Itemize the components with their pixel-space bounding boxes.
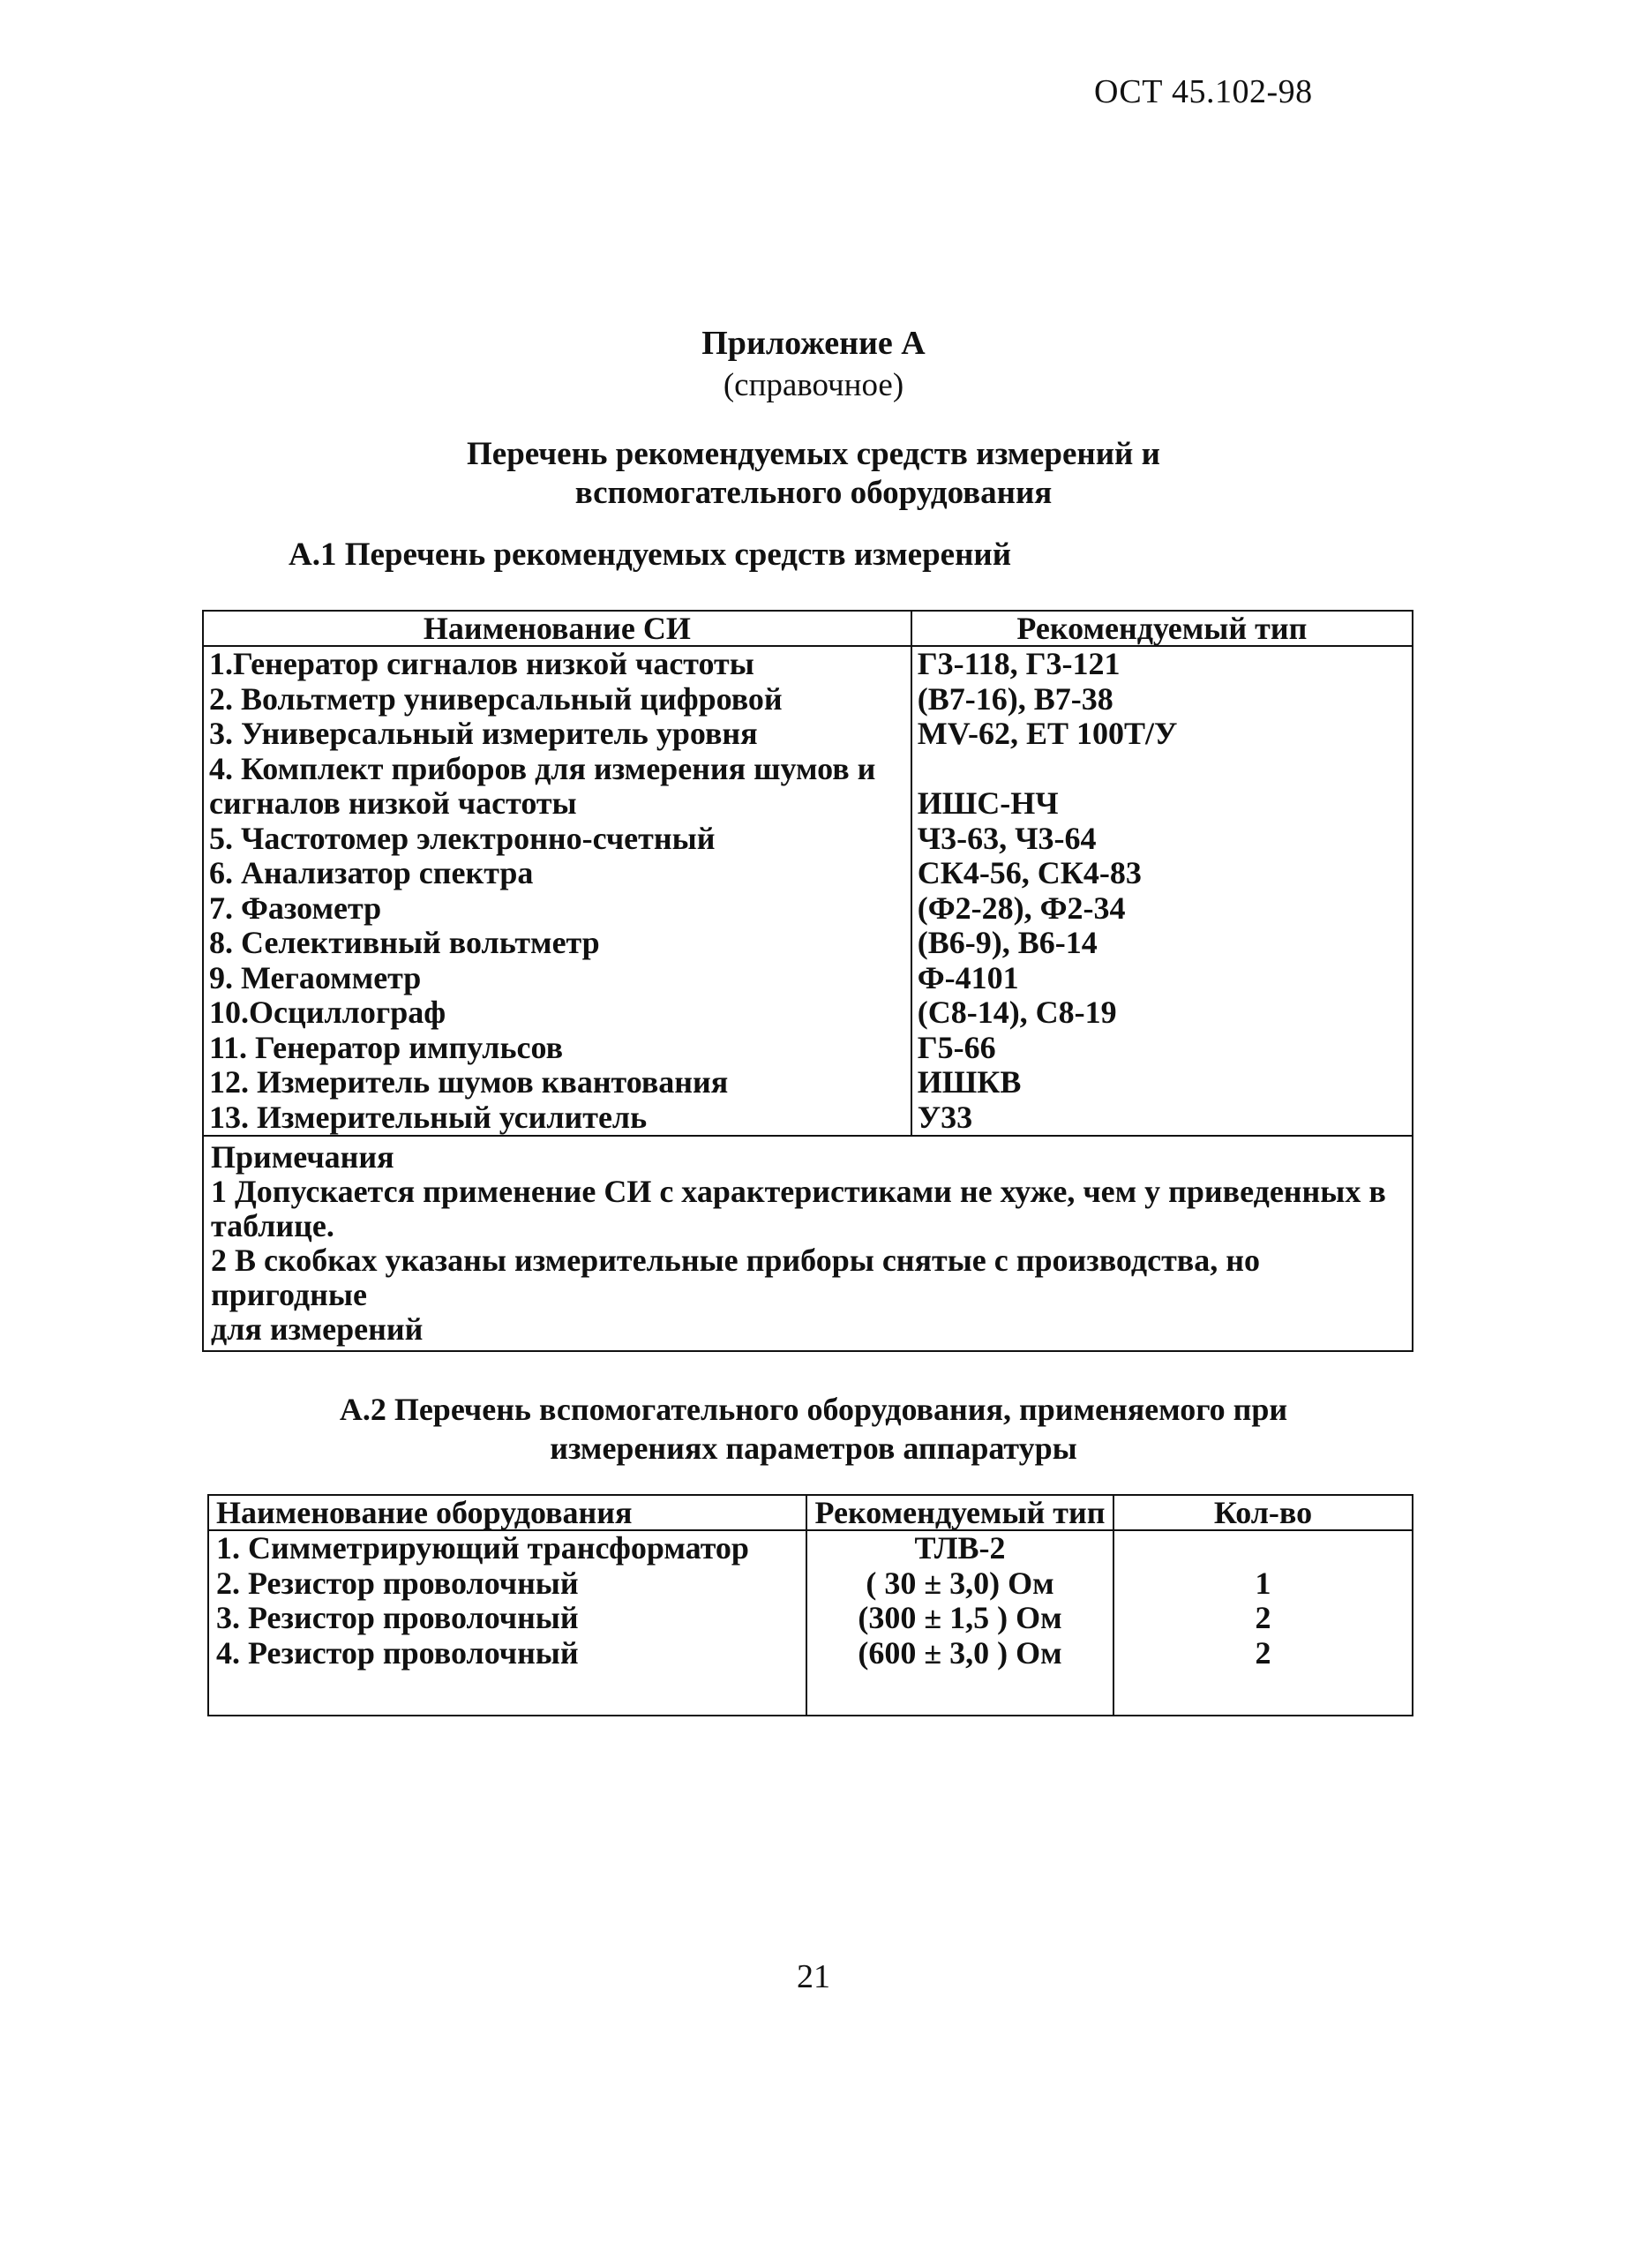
cell-type: (600 ± 3,0 ) Ом bbox=[806, 1636, 1113, 1671]
cell-name: 8. Селективный вольтметр bbox=[203, 926, 911, 961]
filler-cell bbox=[208, 1671, 806, 1716]
section2-title-line2: измерениях параметров аппаратуры bbox=[550, 1431, 1077, 1466]
main-title-line2: вспомогательного оборудования bbox=[574, 475, 1053, 511]
cell-name: 7. Фазометр bbox=[203, 891, 911, 927]
cell-type: (В6-9), В6-14 bbox=[911, 926, 1413, 961]
cell-name: 13. Измерительный усилитель bbox=[203, 1100, 911, 1137]
cell-name: 4. Резистор проволочный bbox=[208, 1636, 806, 1671]
instruments-table bbox=[202, 610, 1413, 1352]
table-header-row bbox=[208, 1495, 1413, 1530]
main-title bbox=[0, 435, 1627, 513]
cell-name: 12. Измеритель шумов квантования bbox=[203, 1065, 911, 1100]
cell-type: (Ф2-28), Ф2-34 bbox=[911, 891, 1413, 927]
cell-name: 6. Анализатор спектра bbox=[203, 856, 911, 891]
cell-type: ТЛВ-2 bbox=[806, 1530, 1113, 1566]
note2-line1: 2 В скобках указаны измерительные приборы снятые с производства, но пригодные bbox=[211, 1243, 1260, 1312]
cell-name: 2. Вольтметр универсальный цифровой bbox=[203, 682, 911, 717]
cell-name: 4. Комплект приборов для измерения шумов и bbox=[203, 752, 911, 787]
col-header-type: Рекомендуемый тип bbox=[911, 611, 1413, 646]
table-row bbox=[203, 961, 1413, 996]
cell-type: ИШС-НЧ bbox=[911, 786, 1413, 822]
col-header-qty: Кол-во bbox=[1113, 1495, 1413, 1530]
note1-line1: 1 Допускается применение СИ с характеристиками не хуже, чем у приведенных в bbox=[211, 1174, 1386, 1209]
cell-type: MV-62, ЕТ 100Т/У bbox=[911, 717, 1413, 752]
document-code: ОСТ 45.102-98 bbox=[1094, 73, 1313, 110]
table-row bbox=[203, 856, 1413, 891]
cell-name: 3. Резистор проволочный bbox=[208, 1601, 806, 1636]
cell-name: 9. Мегаомметр bbox=[203, 961, 911, 996]
table-row bbox=[208, 1530, 1413, 1566]
table-filler-row bbox=[208, 1671, 1413, 1716]
filler-cell bbox=[1113, 1671, 1413, 1716]
table-row bbox=[203, 786, 1413, 822]
page-number: 21 bbox=[797, 1958, 830, 1995]
table-row bbox=[208, 1601, 1413, 1636]
table-row bbox=[203, 926, 1413, 961]
cell-type: Ф-4101 bbox=[911, 961, 1413, 996]
table-row bbox=[203, 891, 1413, 927]
cell-type: Г5-66 bbox=[911, 1031, 1413, 1066]
cell-qty: 2 bbox=[1113, 1636, 1413, 1671]
table-row bbox=[203, 717, 1413, 752]
cell-name: 5. Частотомер электронно-счетный bbox=[203, 822, 911, 857]
col-header-equipment: Наименование оборудования bbox=[208, 1495, 806, 1530]
cell-name: 3. Универсальный измеритель уровня bbox=[203, 717, 911, 752]
cell-type: ( 30 ± 3,0) Ом bbox=[806, 1566, 1113, 1602]
cell-type: ИШКВ bbox=[911, 1065, 1413, 1100]
note2-line2: для измерений bbox=[211, 1311, 424, 1347]
notes-heading: Примечания bbox=[211, 1139, 394, 1175]
table-row bbox=[203, 1031, 1413, 1066]
col-header-name: Наименование СИ bbox=[203, 611, 911, 646]
section2-title bbox=[0, 1390, 1627, 1468]
section1-title: А.1 Перечень рекомендуемых средств измерений bbox=[289, 537, 1012, 573]
table-row bbox=[203, 1100, 1413, 1137]
cell-qty: 1 bbox=[1113, 1566, 1413, 1602]
cell-type: Ч3-63, Ч3-64 bbox=[911, 822, 1413, 857]
table-row bbox=[203, 752, 1413, 787]
table-row bbox=[203, 822, 1413, 857]
table-row bbox=[203, 646, 1413, 682]
main-title-line1: Перечень рекомендуемых средств измерений и bbox=[467, 436, 1160, 472]
cell-name: 1. Симметрирующий трансформатор bbox=[208, 1530, 806, 1566]
table-row bbox=[203, 1065, 1413, 1100]
notes-row bbox=[203, 1136, 1413, 1351]
cell-name: 10.Осциллограф bbox=[203, 995, 911, 1031]
table-row bbox=[208, 1636, 1413, 1671]
cell-type: Г3-118, Г3-121 bbox=[911, 646, 1413, 682]
notes-cell bbox=[203, 1136, 1413, 1351]
cell-type: (В7-16), В7-38 bbox=[911, 682, 1413, 717]
cell-qty bbox=[1113, 1530, 1413, 1566]
filler-cell bbox=[806, 1671, 1113, 1716]
cell-type bbox=[911, 752, 1413, 787]
cell-type: СК4-56, СК4-83 bbox=[911, 856, 1413, 891]
table-row bbox=[203, 682, 1413, 717]
section2-title-line1: А.2 Перечень вспомогательного оборудования, применяемого при bbox=[339, 1392, 1288, 1427]
cell-name: 11. Генератор импульсов bbox=[203, 1031, 911, 1066]
equipment-table bbox=[207, 1494, 1413, 1716]
cell-name: сигналов низкой частоты bbox=[203, 786, 911, 822]
cell-qty: 2 bbox=[1113, 1601, 1413, 1636]
cell-type: (300 ± 1,5 ) Ом bbox=[806, 1601, 1113, 1636]
cell-name: 1.Генератор сигналов низкой частоты bbox=[203, 646, 911, 682]
cell-name: 2. Резистор проволочный bbox=[208, 1566, 806, 1602]
appendix-title: Приложение А bbox=[701, 325, 926, 362]
table-row bbox=[203, 995, 1413, 1031]
appendix-subtitle: (справочное) bbox=[723, 367, 904, 403]
note1-line2: таблице. bbox=[211, 1208, 334, 1243]
table-header-row bbox=[203, 611, 1413, 646]
cell-type: У33 bbox=[911, 1100, 1413, 1137]
table-row bbox=[208, 1566, 1413, 1602]
col-header-type: Рекомендуемый тип bbox=[806, 1495, 1113, 1530]
cell-type: (С8-14), С8-19 bbox=[911, 995, 1413, 1031]
